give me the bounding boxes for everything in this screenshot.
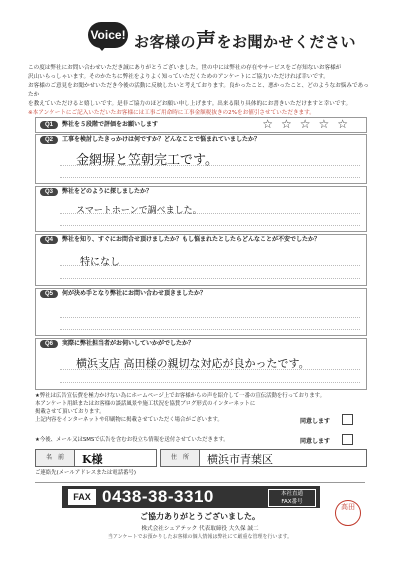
intro-line: を教えていただけると嬉しいです。是非ご協力のほどお願い申し上げます。出来る限り具体的にお書きいただけますと幸いです。 bbox=[28, 101, 352, 107]
agree-label-2: 同意します bbox=[300, 438, 331, 445]
sms-consent-line: ★今後、メール又はSMSで広告を含むお役立ち情報を送付させていただきます。 bbox=[35, 437, 229, 443]
fax-number: 0438-38-3310 bbox=[102, 487, 214, 506]
name-value[interactable]: K様 bbox=[82, 453, 103, 466]
fax-side-top: 本社直通 bbox=[280, 491, 303, 497]
rating-stars[interactable]: ☆☆☆☆☆ bbox=[262, 117, 356, 131]
intro-line: この度は弊社にお問い合わせいただき誠にありがとうございました。世の中には弊社の存在やサービスをご存知ないお客様が bbox=[28, 65, 342, 71]
voice-badge-tail bbox=[96, 44, 108, 51]
question-text: 弊社を５段階で評価をお願いします bbox=[62, 121, 159, 128]
consent-line: 本アンケート用紙またはお客様の談話風景や施工状況を協賛ブログ形式のインターネットに bbox=[35, 401, 256, 407]
voice-badge: Voice! bbox=[88, 22, 128, 48]
company-text: 株式会社シェアテック 代表取締役 大久保 誠二 bbox=[141, 526, 259, 532]
answer-text[interactable]: 金網塀と笠朝完工です。 bbox=[76, 153, 218, 168]
question-number: Q3 bbox=[40, 188, 58, 196]
answer-line bbox=[60, 317, 360, 318]
answer-text[interactable]: 特になし bbox=[80, 257, 120, 268]
fax-icon: FAX bbox=[68, 489, 96, 505]
answer-text[interactable]: 横浜支店 高田様の親切な対応が良かったです。 bbox=[76, 357, 310, 370]
question-text: 何が決め手となり弊社にお問い合わせ頂きましたか？ bbox=[62, 290, 207, 297]
agree-checkbox[interactable] bbox=[342, 414, 353, 425]
contact-line bbox=[35, 482, 365, 483]
answer-line bbox=[60, 382, 360, 383]
intro-line: 沢山いらっしゃいます。そのかたちに弊社をよりよく知っていただくためのアンケートにご協力いただければ幸いです。 bbox=[28, 74, 329, 80]
answer-text[interactable]: スマートホーンで調べました。 bbox=[76, 206, 202, 216]
question-number: Q5 bbox=[40, 290, 58, 298]
page-title bbox=[134, 24, 356, 53]
question-number: Q4 bbox=[40, 236, 58, 244]
intro-line: お客様のご意見をお聞かせいただき今後の活動に反映したいと考えております。良かったこと、悪かったこと、どのようなお悩みであったか bbox=[28, 83, 369, 98]
address-row bbox=[160, 449, 367, 467]
title-part-3: をお聞かせください bbox=[216, 33, 357, 51]
name-label: 名 前 bbox=[36, 450, 75, 466]
answer-line bbox=[60, 329, 360, 330]
privacy-note: 当アンケートでお預かりしたお客様の個人情報は弊社にて厳重な管理を行います。 bbox=[107, 534, 293, 540]
question-text: 弊社をどのように探しましたか？ bbox=[62, 188, 153, 195]
consent-line: ★弊社は広告宣伝費を極力かけない為にホームページ上でお客様からの声を紹介して一番の宣伝活動を行っております。 bbox=[35, 393, 325, 399]
intro-note: ※本アンケートにご記入いただいたお客様には工事ご用命時に工事金額税抜きの2%をお値引させていただきます。 bbox=[28, 110, 315, 116]
question-text: 実際に弊社担当者がお伺いしていかがでしたか？ bbox=[62, 340, 195, 347]
question-number: Q1 bbox=[40, 121, 58, 129]
agree-checkbox-2[interactable] bbox=[342, 434, 353, 445]
question-box-q4 bbox=[35, 234, 367, 286]
address-value[interactable]: 横浜市青葉区 bbox=[207, 453, 273, 466]
question-box-q6 bbox=[35, 338, 367, 390]
answer-line bbox=[60, 225, 360, 226]
question-text: 弊社を知り、すぐにお問合せ頂けましたか？もし悩まれたとしたらどんなことが不安でしたか？ bbox=[62, 236, 321, 243]
contact-label: ご連絡先(メールアドレスまたは電話番号) bbox=[35, 470, 136, 476]
answer-line bbox=[60, 177, 360, 178]
question-box-q3 bbox=[35, 186, 367, 232]
consent-line: 掲載させて頂いております。 bbox=[35, 409, 105, 415]
question-number: Q2 bbox=[40, 136, 58, 144]
name-row bbox=[35, 449, 157, 467]
thanks-text: ご協力ありがとうございました。 bbox=[140, 512, 260, 521]
answer-line bbox=[60, 278, 360, 279]
fax-side-label bbox=[268, 489, 316, 507]
question-text: 工事を検討したきっかけは何ですか？どんなことで悩まれていましたか？ bbox=[62, 136, 261, 143]
fax-banner bbox=[62, 486, 320, 508]
title-part-1: お客様の bbox=[134, 33, 197, 51]
fax-side-bottom: FAX番号 bbox=[281, 499, 303, 505]
intro-text bbox=[28, 64, 373, 118]
agree-label: 同意します bbox=[300, 418, 331, 425]
question-number: Q6 bbox=[40, 340, 58, 348]
question-box-q1 bbox=[35, 117, 367, 133]
stamp-text: 高田 bbox=[341, 503, 355, 511]
address-label: 住 所 bbox=[161, 450, 200, 466]
consent-line: 上記内容をインターネットや印刷物に掲載させていただく場合がございます。 bbox=[35, 417, 223, 423]
question-box-q5 bbox=[35, 288, 367, 336]
question-box-q2 bbox=[35, 134, 367, 184]
seal-stamp bbox=[335, 500, 361, 526]
title-part-2: 声 bbox=[196, 28, 217, 52]
